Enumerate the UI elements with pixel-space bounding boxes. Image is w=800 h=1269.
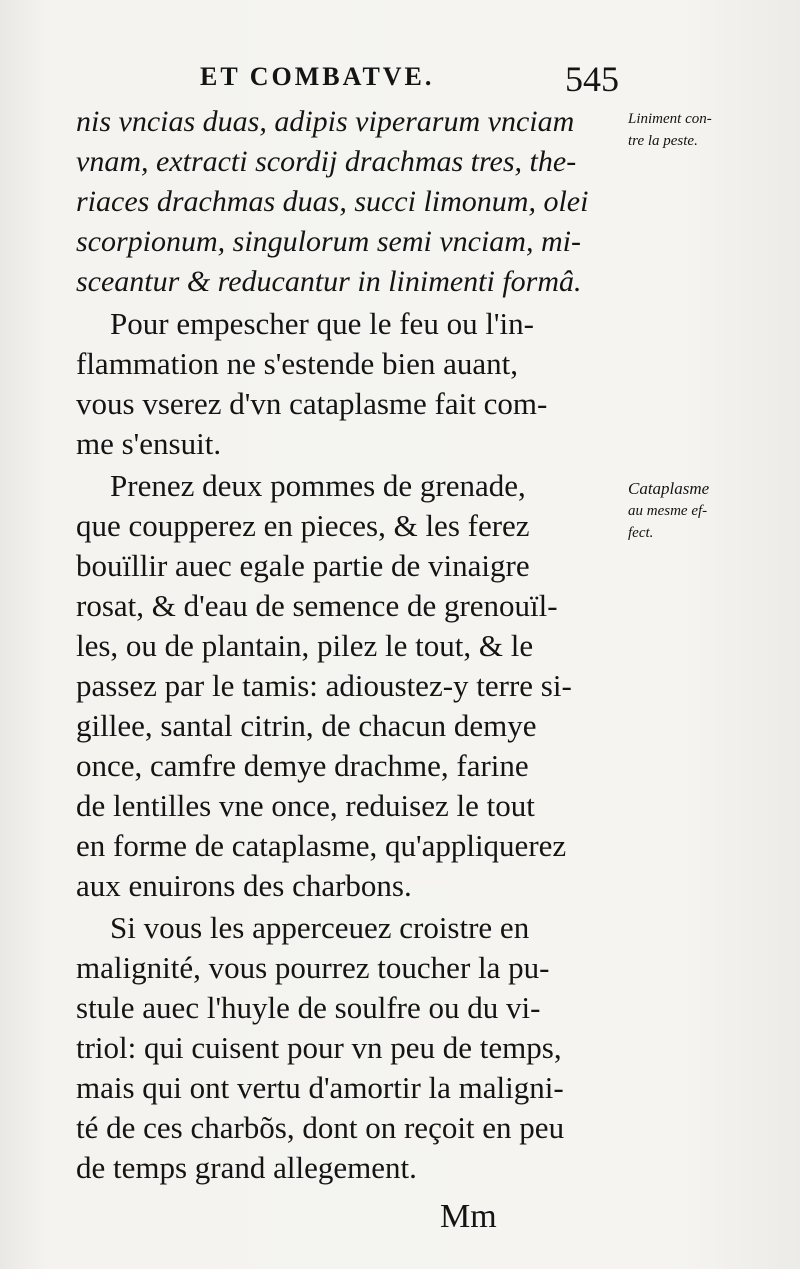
running-title: ET COMBATVE. <box>200 62 435 91</box>
text-line: passez par le tamis: adioustez-y terre si- <box>76 668 572 703</box>
text-line: flammation ne s'estende bien auant, <box>76 346 519 381</box>
text-line: sceantur & reducantur in linimenti formâ. <box>76 265 582 298</box>
text-line: scorpionum, singulorum semi vnciam, mi- <box>76 225 581 258</box>
running-head <box>200 58 620 98</box>
text-line: triol: qui cuisent pour vn peu de temps, <box>76 1030 562 1065</box>
margin-note-line: Cataplasme <box>628 479 710 498</box>
text-line: té de ces charbõs, dont on reçoit en peu <box>76 1110 565 1145</box>
text-line: nis vncias duas, adipis viperarum vnciam <box>76 105 575 138</box>
text-line: stule auec l'huyle de soulfre ou du vi- <box>76 990 541 1025</box>
text-line: les, ou de plantain, pilez le tout, & le <box>76 628 534 663</box>
margin-note-line: au mesme ef- <box>628 503 708 519</box>
text-line: bouïllir auec egale partie de vinaigre <box>76 548 530 583</box>
text-line: aux enuirons des charbons. <box>76 868 412 903</box>
text-line: Prenez deux pommes de grenade, <box>110 468 526 503</box>
latin-paragraph <box>76 102 631 302</box>
text-line: gillee, santal citrin, de chacun demye <box>76 708 537 743</box>
text-line: vnam, extracti scordij drachmas tres, the- <box>76 145 577 178</box>
page-number: 545 <box>565 59 619 99</box>
text-line: en forme de cataplasme, qu'appliquerez <box>76 828 567 863</box>
text-line: me s'ensuit. <box>76 426 222 461</box>
signature-mark: Mm <box>440 1198 497 1235</box>
paragraph-2 <box>76 466 631 906</box>
text-line: de lentilles vne once, reduisez le tout <box>76 788 535 823</box>
margin-note-line: fect. <box>628 525 654 541</box>
text-line: malignité, vous pourrez toucher la pu- <box>76 950 550 985</box>
margin-note-line: tre la peste. <box>628 133 698 149</box>
text-line: que coupperez en pieces, & les ferez <box>76 508 530 543</box>
text-line: vous vserez d'vn cataplasme fait com- <box>76 386 548 421</box>
margin-note-line: Liniment con- <box>628 111 712 127</box>
text-line: rosat, & d'eau de semence de grenouïl- <box>76 588 558 623</box>
margin-note-liniment <box>628 108 793 152</box>
text-line: Si vous les apperceuez croistre en <box>110 910 530 945</box>
body-text <box>76 102 631 1188</box>
text-line: mais qui ont vertu d'amortir la maligni- <box>76 1070 564 1105</box>
paragraph-3 <box>76 908 631 1188</box>
text-line: riaces drachmas duas, succi limonum, olei <box>76 185 589 218</box>
margin-note-cataplasme <box>628 478 793 544</box>
text-line: once, camfre demye drachme, farine <box>76 748 529 783</box>
paragraph-1 <box>76 304 631 464</box>
text-line: Pour empescher que le feu ou l'in- <box>110 306 534 341</box>
text-line: de temps grand allegement. <box>76 1150 417 1185</box>
